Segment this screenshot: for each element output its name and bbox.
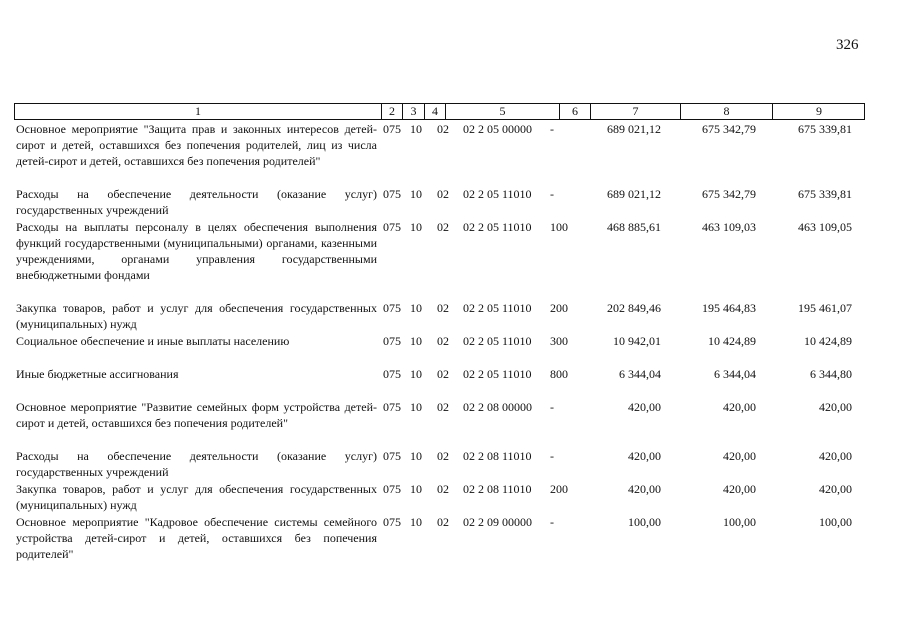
row-code-3: 10 [410,301,422,315]
row-amount-8: 195 464,83 [702,301,756,315]
row-code-6: 200 [550,301,568,315]
row-code-3: 10 [410,449,422,463]
row-amount-9: 100,00 [819,515,852,529]
row-amount-7: 100,00 [628,515,661,529]
row-code-6: 200 [550,482,568,496]
row-description: Основное мероприятие "Кадровое обеспечение системы семейного устройства детей-сирот и детей, оставшихся без попечения родителей" [16,515,377,561]
row-code-5: 02 2 09 00000 [463,515,532,529]
row-code-2: 075 [383,301,401,315]
row-amount-7: 6 344,04 [619,367,661,381]
row-code-3: 10 [410,400,422,414]
row-amount-9: 195 461,07 [798,301,852,315]
row-amount-9: 675 339,81 [798,187,852,201]
row-amount-8: 675 342,79 [702,122,756,136]
row-amount-8: 100,00 [723,515,756,529]
row-code-5: 02 2 05 11010 [463,334,532,348]
row-amount-8: 10 424,89 [708,334,756,348]
row-amount-7: 420,00 [628,482,661,496]
row-amount-8: 420,00 [723,449,756,463]
row-code-5: 02 2 05 00000 [463,122,532,136]
row-code-6: 800 [550,367,568,381]
row-amount-8: 420,00 [723,482,756,496]
header-col-3: 3 [402,104,424,119]
row-code-4: 02 [437,187,449,201]
row-code-5: 02 2 05 11010 [463,301,532,315]
row-code-3: 10 [410,482,422,496]
header-col-5: 5 [445,104,559,119]
row-amount-7: 10 942,01 [613,334,661,348]
row-code-4: 02 [437,122,449,136]
row-amount-7: 420,00 [628,449,661,463]
row-code-2: 075 [383,122,401,136]
row-amount-7: 420,00 [628,400,661,414]
header-col-9: 9 [772,104,865,119]
page-number: 326 [836,37,859,53]
row-code-5: 02 2 08 00000 [463,400,532,414]
row-code-2: 075 [383,220,401,234]
row-code-5: 02 2 08 11010 [463,482,532,496]
row-code-3: 10 [410,220,422,234]
row-amount-7: 468 885,61 [607,220,661,234]
row-code-6: 300 [550,334,568,348]
row-code-6: - [550,122,554,136]
row-code-6: - [550,400,554,414]
row-code-5: 02 2 05 11010 [463,220,532,234]
row-amount-9: 10 424,89 [804,334,852,348]
row-description: Закупка товаров, работ и услуг для обеспечения государственных (муниципальных) нужд [16,482,377,512]
header-col-6: 6 [559,104,590,119]
row-code-5: 02 2 05 11010 [463,187,532,201]
row-code-4: 02 [437,482,449,496]
row-code-3: 10 [410,515,422,529]
row-code-4: 02 [437,367,449,381]
row-code-2: 075 [383,515,401,529]
row-description: Иные бюджетные ассигнования [16,367,179,381]
row-amount-8: 420,00 [723,400,756,414]
row-code-6: 100 [550,220,568,234]
row-code-3: 10 [410,334,422,348]
row-code-2: 075 [383,367,401,381]
row-code-6: - [550,449,554,463]
row-description: Расходы на обеспечение деятельности (оказание услуг) государственных учреждений [16,449,377,479]
row-amount-8: 463 109,03 [702,220,756,234]
row-description: Основное мероприятие "Развитие семейных форм устройства детей-сирот и детей, оставшихся без попечения родителей" [16,400,377,430]
row-code-4: 02 [437,515,449,529]
row-code-4: 02 [437,220,449,234]
row-code-2: 075 [383,400,401,414]
header-col-4: 4 [424,104,445,119]
row-code-5: 02 2 08 11010 [463,449,532,463]
row-amount-8: 675 342,79 [702,187,756,201]
row-amount-8: 6 344,04 [714,367,756,381]
header-col-2: 2 [381,104,402,119]
row-code-3: 10 [410,122,422,136]
row-amount-9: 675 339,81 [798,122,852,136]
row-amount-9: 6 344,80 [810,367,852,381]
header-col-7: 7 [590,104,680,119]
row-amount-9: 420,00 [819,482,852,496]
row-code-6: - [550,515,554,529]
row-description: Закупка товаров, работ и услуг для обеспечения государственных (муниципальных) нужд [16,301,377,331]
row-code-2: 075 [383,482,401,496]
row-code-2: 075 [383,187,401,201]
row-amount-9: 420,00 [819,449,852,463]
row-code-4: 02 [437,449,449,463]
row-description: Расходы на выплаты персоналу в целях обеспечения выполнения функций государственными (муниципальными) органами, казенными учреждениями, органами управления государственными внебюджетными фондами [16,220,377,282]
row-code-4: 02 [437,400,449,414]
row-description: Расходы на обеспечение деятельности (оказание услуг) государственных учреждений [16,187,377,217]
row-code-6: - [550,187,554,201]
row-code-4: 02 [437,301,449,315]
row-description: Основное мероприятие "Защита прав и законных интересов детей-сирот и детей, оставшихся без попечения родителей, лиц из числа детей-сирот и детей, оставшихся без попечения родителей" [16,122,377,168]
row-code-5: 02 2 05 11010 [463,367,532,381]
row-code-2: 075 [383,334,401,348]
header-col-8: 8 [680,104,772,119]
row-code-4: 02 [437,334,449,348]
table-header [14,103,865,120]
row-amount-9: 420,00 [819,400,852,414]
header-col-1: 1 [195,104,201,118]
row-amount-9: 463 109,05 [798,220,852,234]
row-description: Социальное обеспечение и иные выплаты населению [16,334,290,348]
row-amount-7: 689 021,12 [607,187,661,201]
row-code-2: 075 [383,449,401,463]
row-amount-7: 202 849,46 [607,301,661,315]
row-amount-7: 689 021,12 [607,122,661,136]
row-code-3: 10 [410,367,422,381]
row-code-3: 10 [410,187,422,201]
